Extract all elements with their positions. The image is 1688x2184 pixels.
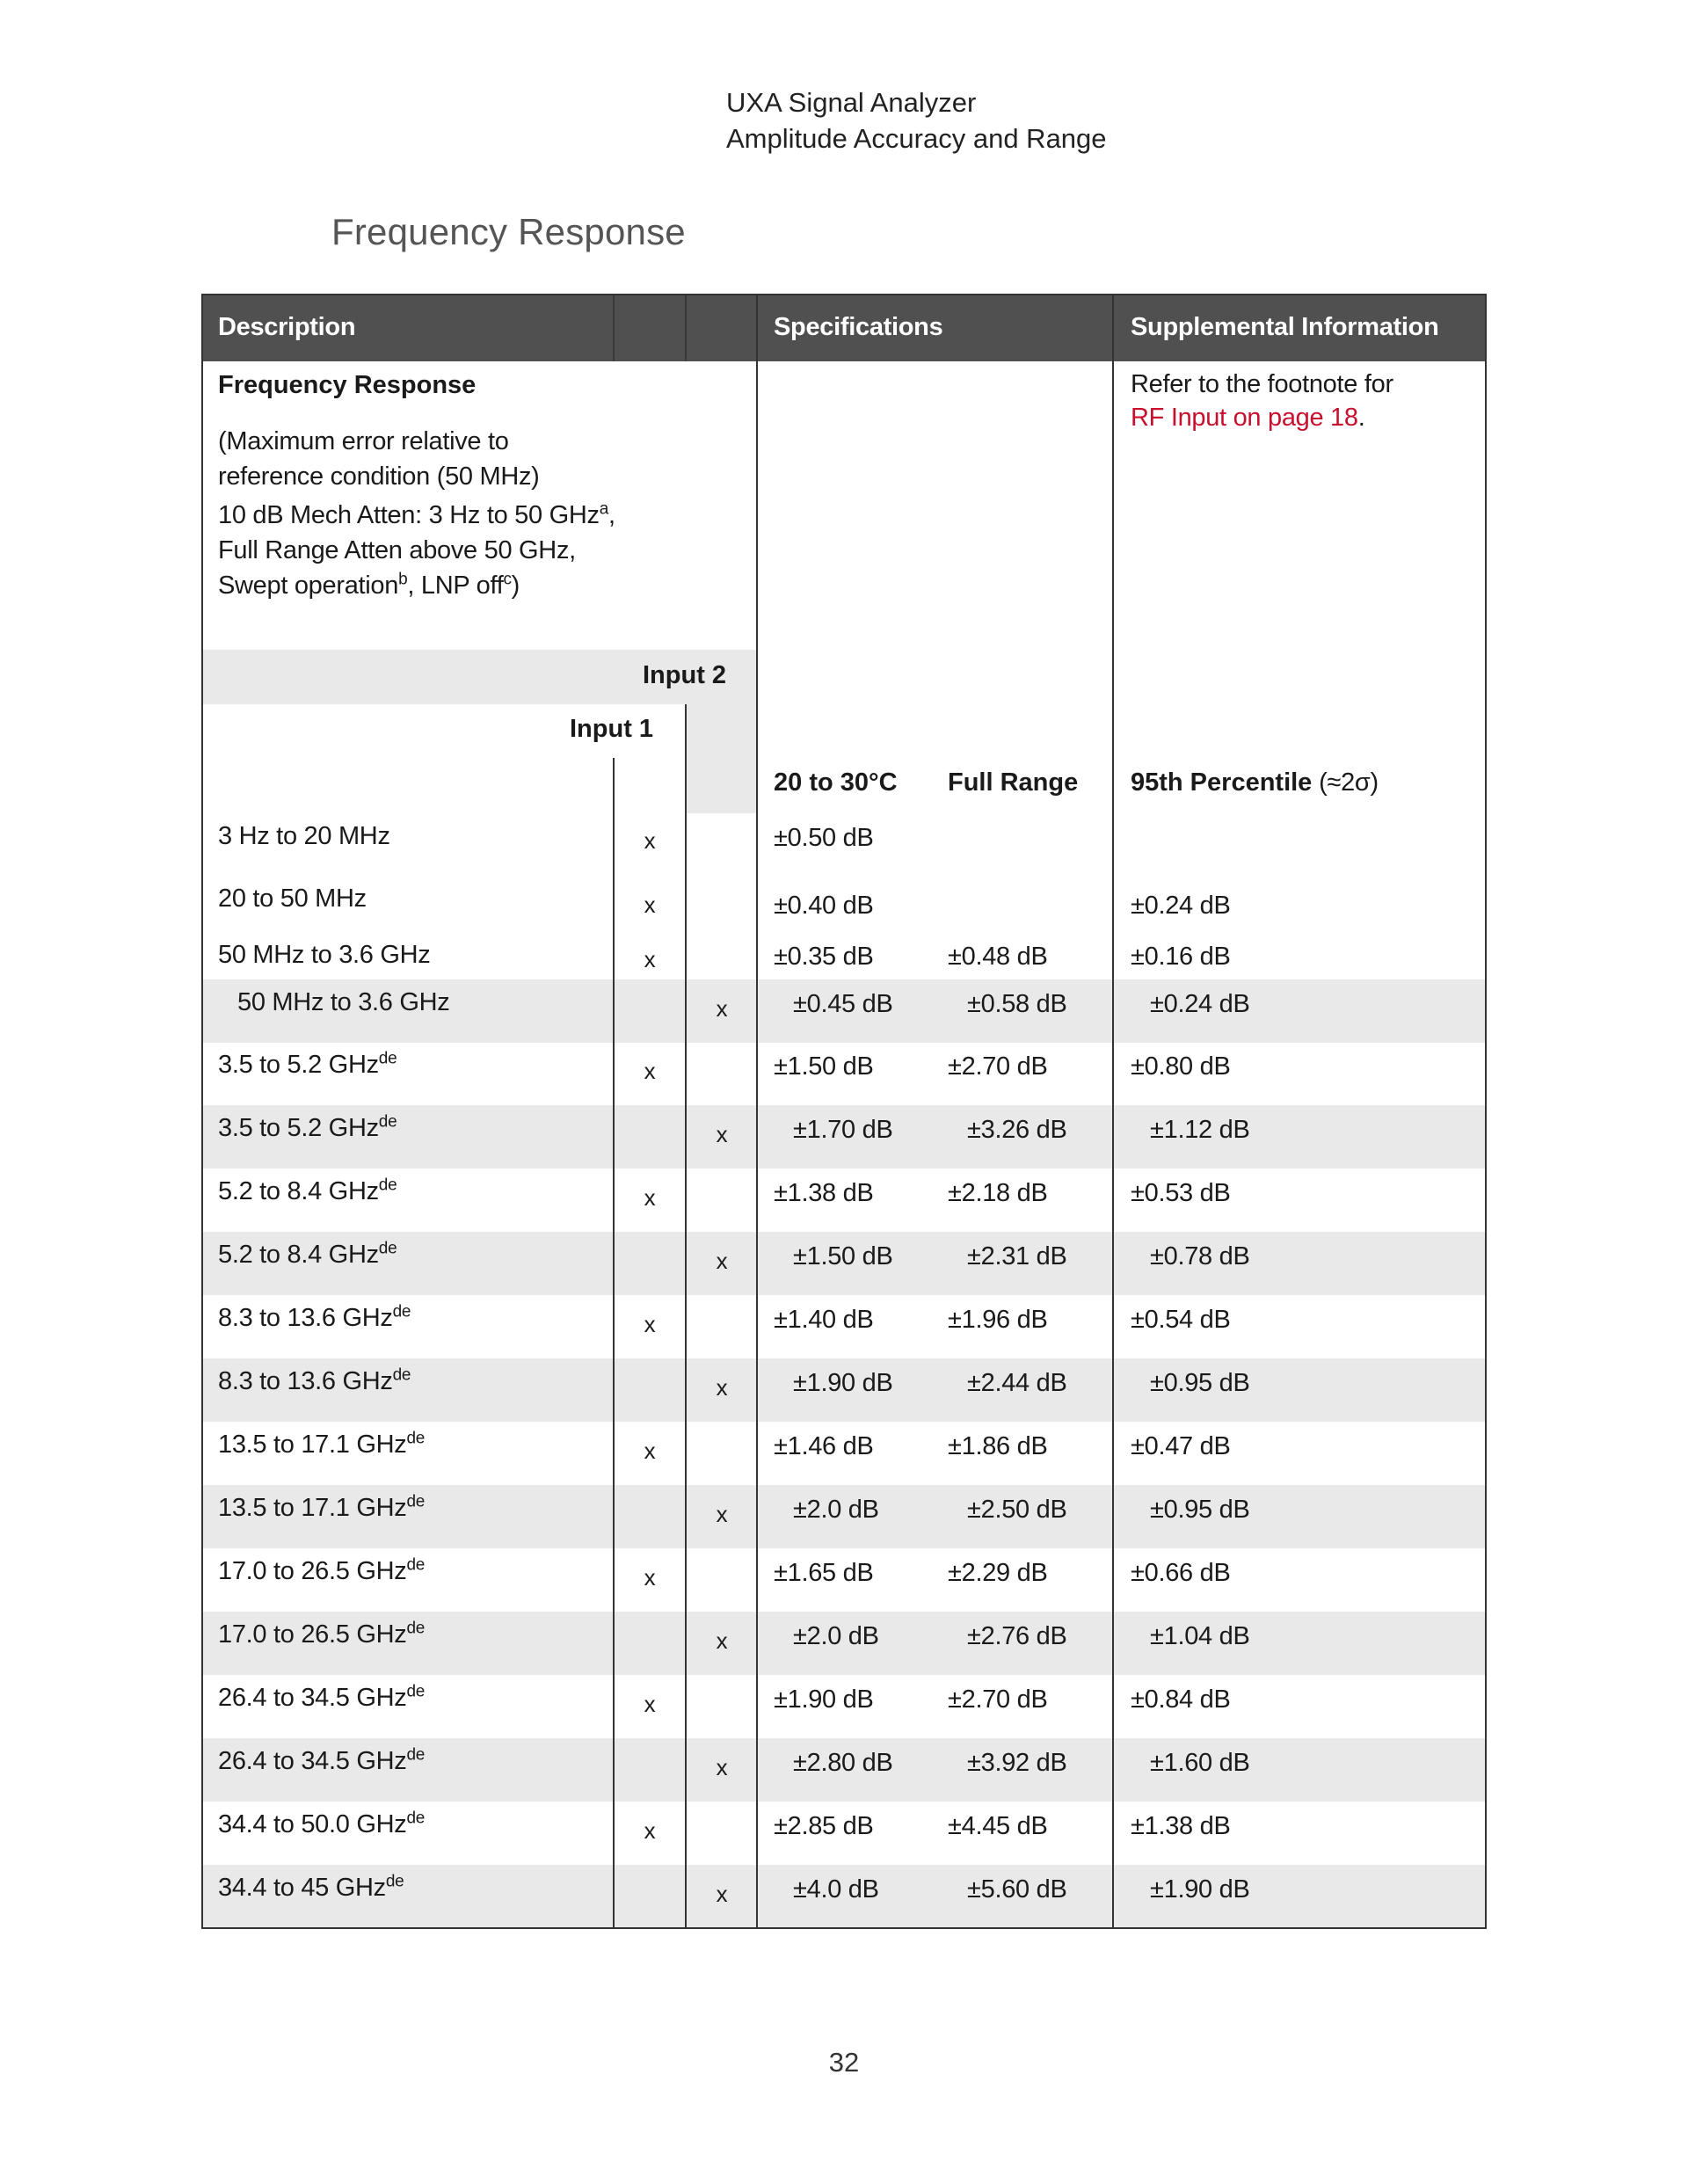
page-header xyxy=(726,84,1107,157)
document-title: UXA Signal Analyzer xyxy=(726,87,977,118)
percentile-cell: ±0.95 dB xyxy=(1150,1496,1250,1524)
frequency-range-cell: 3.5 to 5.2 GHz$^{de}$ xyxy=(218,1049,397,1079)
conditions-line-5: Swept operation$^b$, LNP off$^c$) xyxy=(218,570,520,600)
frequency-range-cell: 13.5 to 17.1 GHz$^{de}$ xyxy=(218,1492,425,1522)
conditions-line-1: (Maximum error relative to xyxy=(218,427,509,455)
input1-mark: x xyxy=(644,1438,656,1464)
spec-temp-cell: ±0.50 dB xyxy=(774,824,874,852)
input2-mark: x xyxy=(716,1374,728,1401)
frequency-range-cell: 8.3 to 13.6 GHz$^{de}$ xyxy=(218,1365,411,1395)
percentile-cell: ±1.12 dB xyxy=(1150,1116,1250,1144)
frequency-range-cell: 50 MHz to 3.6 GHz xyxy=(218,941,431,969)
spec-full-range-cell: ±2.29 dB xyxy=(948,1559,1048,1587)
column-header-description: Description xyxy=(218,313,356,341)
input1-mark: x xyxy=(644,1184,656,1211)
spec-temp-cell: ±4.0 dB xyxy=(793,1875,879,1904)
spec-full-range-cell: ±0.48 dB xyxy=(948,943,1048,971)
spec-full-range-cell: ±2.50 dB xyxy=(967,1496,1067,1524)
conditions-note xyxy=(218,424,615,603)
spec-full-range-cell: ±0.58 dB xyxy=(967,990,1067,1018)
input1-mark: x xyxy=(644,946,656,972)
percentile-cell: ±0.24 dB xyxy=(1131,892,1231,920)
input2-mark: x xyxy=(716,1754,728,1780)
spec-full-range-cell: ±2.70 dB xyxy=(948,1052,1048,1081)
spec-full-range-cell: ±1.96 dB xyxy=(948,1306,1048,1334)
percentile-cell: ±1.90 dB xyxy=(1150,1875,1250,1904)
spec-temp-cell: ±2.80 dB xyxy=(793,1749,893,1777)
spec-temp-cell: ±1.70 dB xyxy=(793,1116,893,1144)
spec-full-range-cell: ±3.92 dB xyxy=(967,1749,1067,1777)
percentile-cell: ±1.60 dB xyxy=(1150,1749,1250,1777)
frequency-range-cell: 3.5 to 5.2 GHz$^{de}$ xyxy=(218,1112,397,1142)
percentile-cell: ±1.04 dB xyxy=(1150,1622,1250,1650)
spec-full-range-cell: ±2.76 dB xyxy=(967,1622,1067,1650)
input2-mark: x xyxy=(716,995,728,1022)
frequency-range-cell: 50 MHz to 3.6 GHz xyxy=(237,988,450,1016)
percentile-cell: ±0.80 dB xyxy=(1131,1052,1231,1081)
input1-mark: x xyxy=(644,1691,656,1717)
spec-full-range-cell: ±2.44 dB xyxy=(967,1369,1067,1397)
rf-input-link[interactable]: RF Input on page 18 xyxy=(1131,404,1358,432)
frequency-range-cell: 17.0 to 26.5 GHz$^{de}$ xyxy=(218,1555,425,1585)
percentile-cell: ±0.53 dB xyxy=(1131,1179,1231,1207)
input1-mark: x xyxy=(644,827,656,854)
input2-mark: x xyxy=(716,1248,728,1274)
input2-mark: x xyxy=(716,1501,728,1527)
input2-mark: x xyxy=(716,1627,728,1654)
input2-label: Input 2 xyxy=(643,661,727,689)
page-number: 32 xyxy=(828,2047,860,2078)
subheader-full-range: Full Range xyxy=(948,768,1079,797)
percentile-cell: ±0.47 dB xyxy=(1131,1432,1231,1460)
spec-full-range-cell: ±2.18 dB xyxy=(948,1179,1048,1207)
conditions-line-4: Full Range Atten above 50 GHz, xyxy=(218,536,576,564)
spec-full-range-cell: ±4.45 dB xyxy=(948,1812,1048,1840)
percentile-cell: ±0.16 dB xyxy=(1131,943,1231,971)
frequency-range-cell: 34.4 to 50.0 GHz$^{de}$ xyxy=(218,1809,425,1838)
block-title: Frequency Response xyxy=(218,371,477,399)
subheader-percentile: 95th Percentile (≈2σ) xyxy=(1131,768,1379,797)
input1-mark: x xyxy=(644,1058,656,1084)
input2-mark: x xyxy=(716,1881,728,1907)
percentile-cell: ±0.66 dB xyxy=(1131,1559,1231,1587)
spec-temp-cell: ±1.90 dB xyxy=(793,1369,893,1397)
supplemental-note: Refer to the footnote for RF Input on page 18. xyxy=(1131,370,1393,432)
frequency-range-cell: 26.4 to 34.5 GHz$^{de}$ xyxy=(218,1745,425,1775)
subheader-temp: 20 to 30°C xyxy=(774,768,898,797)
input2-mark: x xyxy=(716,1121,728,1147)
spec-temp-cell: ±1.40 dB xyxy=(774,1306,874,1334)
spec-temp-cell: ±0.35 dB xyxy=(774,943,874,971)
percentile-cell: ±0.54 dB xyxy=(1131,1306,1231,1334)
spec-temp-cell: ±1.50 dB xyxy=(793,1242,893,1270)
column-header-supplemental: Supplemental Information xyxy=(1131,313,1439,341)
spec-temp-cell: ±1.50 dB xyxy=(774,1052,874,1081)
frequency-range-cell: 34.4 to 45 GHz$^{de}$ xyxy=(218,1872,404,1902)
section-title: Frequency Response xyxy=(331,211,686,252)
spec-temp-cell: ±2.0 dB xyxy=(793,1496,879,1524)
input1-mark: x xyxy=(644,892,656,918)
frequency-range-cell: 17.0 to 26.5 GHz$^{de}$ xyxy=(218,1619,425,1649)
frequency-range-cell: 26.4 to 34.5 GHz$^{de}$ xyxy=(218,1682,425,1712)
percentile-cell: ±0.78 dB xyxy=(1150,1242,1250,1270)
spec-temp-cell: ±2.0 dB xyxy=(793,1622,879,1650)
spec-temp-cell: ±0.40 dB xyxy=(774,892,874,920)
spec-temp-cell: ±1.46 dB xyxy=(774,1432,874,1460)
spec-full-range-cell: ±2.31 dB xyxy=(967,1242,1067,1270)
spec-full-range-cell: ±1.86 dB xyxy=(948,1432,1048,1460)
conditions-line-2: reference condition (50 MHz) xyxy=(218,462,540,491)
spec-full-range-cell: ±3.26 dB xyxy=(967,1116,1067,1144)
document-subtitle: Amplitude Accuracy and Range xyxy=(726,123,1107,154)
frequency-range-cell: 20 to 50 MHz xyxy=(218,885,367,913)
input1-mark: x xyxy=(644,1817,656,1844)
percentile-cell: ±1.38 dB xyxy=(1131,1812,1231,1840)
percentile-cell: ±0.24 dB xyxy=(1150,990,1250,1018)
spec-temp-cell: ±1.90 dB xyxy=(774,1685,874,1714)
input1-mark: x xyxy=(644,1564,656,1591)
input1-mark: x xyxy=(644,1311,656,1337)
frequency-range-cell: 8.3 to 13.6 GHz$^{de}$ xyxy=(218,1302,411,1332)
spec-temp-cell: ±1.65 dB xyxy=(774,1559,874,1587)
spec-temp-cell: ±1.38 dB xyxy=(774,1179,874,1207)
percentile-cell: ±0.84 dB xyxy=(1131,1685,1231,1714)
spec-temp-cell: ±2.85 dB xyxy=(774,1812,874,1840)
conditions-line-3: 10 dB Mech Atten: 3 Hz to 50 GHz$^a$, xyxy=(218,499,615,529)
percentile-cell: ±0.95 dB xyxy=(1150,1369,1250,1397)
frequency-range-cell: 5.2 to 8.4 GHz$^{de}$ xyxy=(218,1239,397,1269)
spec-full-range-cell: ±2.70 dB xyxy=(948,1685,1048,1714)
spec-temp-cell: ±0.45 dB xyxy=(793,990,893,1018)
input1-label: Input 1 xyxy=(570,715,654,743)
frequency-range-cell: 3 Hz to 20 MHz xyxy=(218,822,390,850)
spec-full-range-cell: ±5.60 dB xyxy=(967,1875,1067,1904)
column-header-specifications: Specifications xyxy=(774,313,943,341)
frequency-range-cell: 5.2 to 8.4 GHz$^{de}$ xyxy=(218,1176,397,1205)
frequency-range-cell: 13.5 to 17.1 GHz$^{de}$ xyxy=(218,1429,425,1459)
